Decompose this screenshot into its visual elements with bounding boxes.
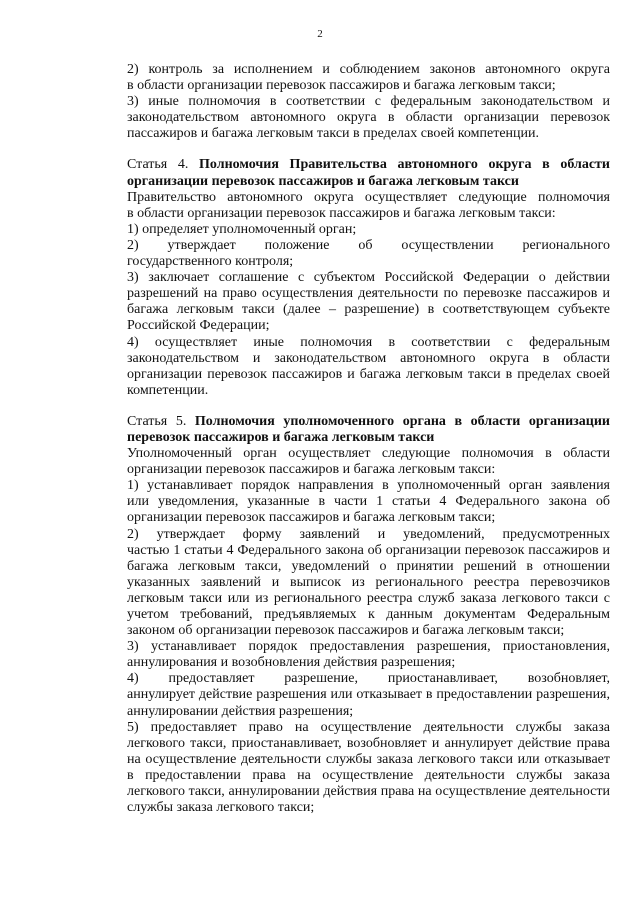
document-body xyxy=(90,62,610,816)
article-5-heading xyxy=(90,414,610,446)
text-line: 2) утверждает форму заявлений и уведомлений, предусмотренных xyxy=(127,526,610,542)
text-line: легкового такси, аннулировании действия права на осуществление деятельности xyxy=(127,784,610,800)
list-item xyxy=(90,639,610,671)
text-line: или уведомления, указанные в части 1 статьи 4 Федерального закона об xyxy=(127,494,610,510)
text-line: организации перевозок пассажиров и багажа легковым такси в пределах своей xyxy=(127,366,610,382)
text-line: 3) иные полномочия в соответствии с федеральным законодательством и xyxy=(127,94,610,110)
text-line: на осуществление деятельности службы заказа легкового такси или отказывает xyxy=(127,751,610,767)
article-title: организации перевозок пассажиров и багажа легковым такси xyxy=(127,173,519,189)
text-line: 5) предоставляет право на осуществление деятельности службы заказа xyxy=(127,719,610,735)
text-line: аннулирования и возобновления действия разрешения; xyxy=(127,655,456,671)
text-line: в области организации перевозок пассажиров и багажа легковым такси; xyxy=(127,78,556,94)
text-line: 1) устанавливает порядок направления в уполномоченный орган заявления xyxy=(127,478,610,494)
text-line: багажа легковым такси (далее – разрешение) в соответствующем субъекте xyxy=(127,302,610,318)
text-line: законодательством автономного округа в области организации перевозок xyxy=(127,110,610,126)
text-line: службы заказа легкового такси; xyxy=(127,800,315,816)
article-title: Полномочия Правительства автономного округа в области xyxy=(199,157,610,173)
text-line: 1) определяет уполномоченный орган; xyxy=(127,221,357,237)
text-line: легковым такси или из регионального реестра служб заказа легкового такси с xyxy=(127,590,610,606)
text-line: 4) осуществляет иные полномочия в соответствии с федеральным xyxy=(127,334,610,350)
list-item xyxy=(90,527,610,640)
paragraph xyxy=(90,446,610,478)
paragraph xyxy=(90,94,610,142)
text-line: Уполномоченный орган осуществляет следующие полномочия в области xyxy=(127,446,610,462)
text-line: организации перевозок пассажиров и багажа легковым такси: xyxy=(127,462,496,478)
article-title: перевозок пассажиров и багажа легковым такси xyxy=(127,429,435,445)
text-line: указанных заявлений и выписок из регионального реестра перевозчиков xyxy=(127,574,610,590)
article-4-heading xyxy=(90,157,610,189)
list-item xyxy=(90,335,610,399)
text-line: государственного контроля; xyxy=(127,254,294,270)
text-line: законом об организации перевозок пассажиров и багажа легковым такси; xyxy=(127,623,565,639)
text-line: Российской Федерации; xyxy=(127,318,270,334)
text-line: 2) контроль за исполнением и соблюдением законов автономного округа xyxy=(127,62,610,77)
text-line: законодательством и законодательством автономного округа в области xyxy=(127,350,610,366)
text-line: организации перевозок пассажиров и багажа легковым такси; xyxy=(127,510,496,526)
text-line: аннулировании действия разрешения; xyxy=(127,703,354,719)
text-line: 4) предоставляет разрешение, приостанавливает, возобновляет, xyxy=(127,671,610,687)
text-line: 3) заключает соглашение с субъектом Российской Федерации о действии xyxy=(127,270,610,286)
text-line: компетенции. xyxy=(127,382,209,398)
list-item xyxy=(90,478,610,526)
paragraph xyxy=(90,62,610,94)
list-item xyxy=(90,238,610,270)
text-line: в предоставлении права на осуществление деятельности службы заказа xyxy=(127,767,610,783)
text-line: Правительство автономного округа осуществляет следующие полномочия xyxy=(127,189,610,205)
page-number: 2 xyxy=(317,28,323,40)
text-line: легкового такси, приостанавливает, возобновляет и аннулирует действие права xyxy=(127,735,610,751)
text-line: 2) утверждает положение об осуществлении регионального xyxy=(127,237,610,253)
text-line: аннулирует действие разрешения или отказывает в предоставлении разрешения, xyxy=(127,687,610,703)
text-line: багажа легковым такси, уведомлений о принятии решений в отношении xyxy=(127,558,610,574)
article-title: Полномочия уполномоченного органа в области организации xyxy=(194,413,610,429)
list-item xyxy=(90,671,610,719)
list-item xyxy=(90,222,610,238)
article-number: Статья 5. xyxy=(127,413,195,429)
text-line: в области организации перевозок пассажиров и багажа легковым такси: xyxy=(127,205,556,221)
text-line: частью 1 статьи 4 Федерального закона об организации перевозок пассажиров и xyxy=(127,542,610,558)
list-item xyxy=(90,270,610,334)
text-line: пассажиров и багажа легковым такси в пределах своей компетенции. xyxy=(127,126,540,142)
text-line: учетом требований, предъявляемых к данным документам Федеральным xyxy=(127,607,610,622)
text-line: разрешений на право осуществления деятельности по перевозке пассажиров и xyxy=(127,286,610,302)
paragraph xyxy=(90,190,610,222)
text-line: 3) устанавливает порядок предоставления разрешения, приостановления, xyxy=(127,639,610,655)
list-item xyxy=(90,720,610,817)
article-number: Статья 4. xyxy=(127,157,200,173)
